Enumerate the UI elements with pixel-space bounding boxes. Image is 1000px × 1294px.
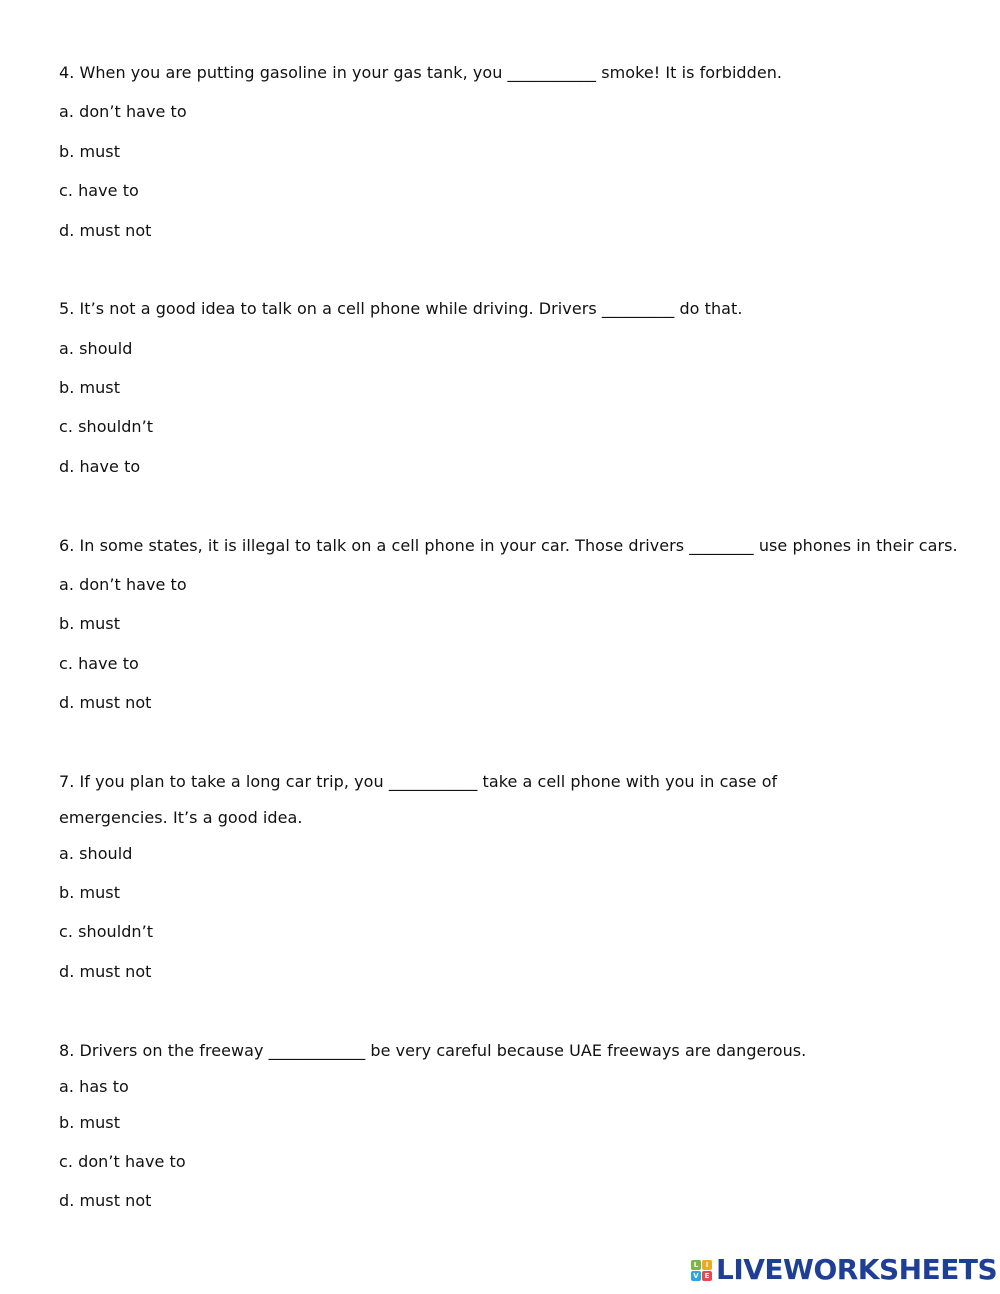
question-7-option-c: c. shouldn’t [59, 922, 154, 941]
question-4-prompt: 4. When you are putting gasoline in your gas tank, you ___________ smoke! It is forbidden. [59, 63, 783, 82]
question-6-option-b: b. must [59, 614, 121, 633]
question-6-option-c: c. have to [59, 654, 139, 673]
question-8-prompt: 8. Drivers on the freeway ____________ be very careful because UAE freeways are dangerous. [59, 1041, 807, 1060]
question-7-prompt-line-2: emergencies. It’s a good idea. [59, 808, 303, 827]
question-7-option-a: a. should [59, 844, 133, 863]
question-5-option-a: a. should [59, 339, 133, 358]
question-7-option-b: b. must [59, 883, 121, 902]
liveworksheets-logo-mark-icon [691, 1260, 712, 1281]
liveworksheets-logo-text: LIVEWORKSHEETS [716, 1253, 998, 1286]
question-8-option-b: b. must [59, 1113, 121, 1132]
liveworksheets-logo[interactable] [691, 1253, 998, 1286]
question-5-option-c: c. shouldn’t [59, 417, 154, 436]
question-7-prompt-line-1: 7. If you plan to take a long car trip, you ___________ take a cell phone with you in case of [59, 772, 778, 791]
question-8-option-d: d. must not [59, 1191, 152, 1210]
question-6-option-a: a. don’t have to [59, 575, 187, 594]
question-5-option-b: b. must [59, 378, 121, 397]
logo-mark-tile-v: V [691, 1271, 701, 1281]
question-7-option-d: d. must not [59, 962, 152, 981]
question-4-option-c: c. have to [59, 181, 139, 200]
logo-mark-tile-l: L [691, 1260, 701, 1270]
question-6-option-d: d. must not [59, 693, 152, 712]
logo-mark-tile-i: I [702, 1260, 712, 1270]
question-4-option-b: b. must [59, 142, 121, 161]
question-6-prompt: 6. In some states, it is illegal to talk on a cell phone in your car. Those drivers ________ use phones in their cars. [59, 536, 958, 555]
logo-mark-tile-e: E [702, 1271, 712, 1281]
question-8-option-c: c. don’t have to [59, 1152, 186, 1171]
question-5-option-d: d. have to [59, 457, 141, 476]
question-5-prompt: 5. It’s not a good idea to talk on a cell phone while driving. Drivers _________ do that. [59, 299, 743, 318]
question-4-option-a: a. don’t have to [59, 102, 187, 121]
question-4-option-d: d. must not [59, 221, 152, 240]
question-8-option-a: a. has to [59, 1077, 129, 1096]
